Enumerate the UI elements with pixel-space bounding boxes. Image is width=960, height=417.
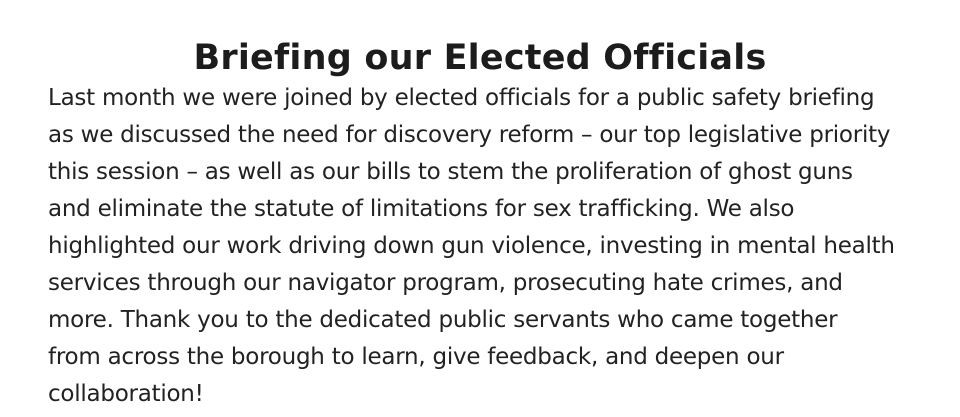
body-line: collaboration! (48, 381, 204, 407)
body-line: highlighted our work driving down gun violence, investing in mental health (48, 233, 895, 259)
article-body (48, 80, 908, 413)
body-line: more. Thank you to the dedicated public servants who came together (48, 307, 838, 333)
body-line: as we discussed the need for discovery reform – our top legislative priority (48, 122, 891, 148)
body-line: from across the borough to learn, give feedback, and deepen our (48, 344, 784, 370)
article-title: Briefing our Elected Officials (193, 38, 767, 79)
body-line: Last month we were joined by elected officials for a public safety briefing (48, 85, 875, 111)
body-line: this session – as well as our bills to stem the proliferation of ghost guns (48, 159, 853, 185)
body-line: and eliminate the statute of limitations for sex trafficking. We also (48, 196, 795, 222)
body-line: services through our navigator program, prosecuting hate crimes, and (48, 270, 843, 296)
